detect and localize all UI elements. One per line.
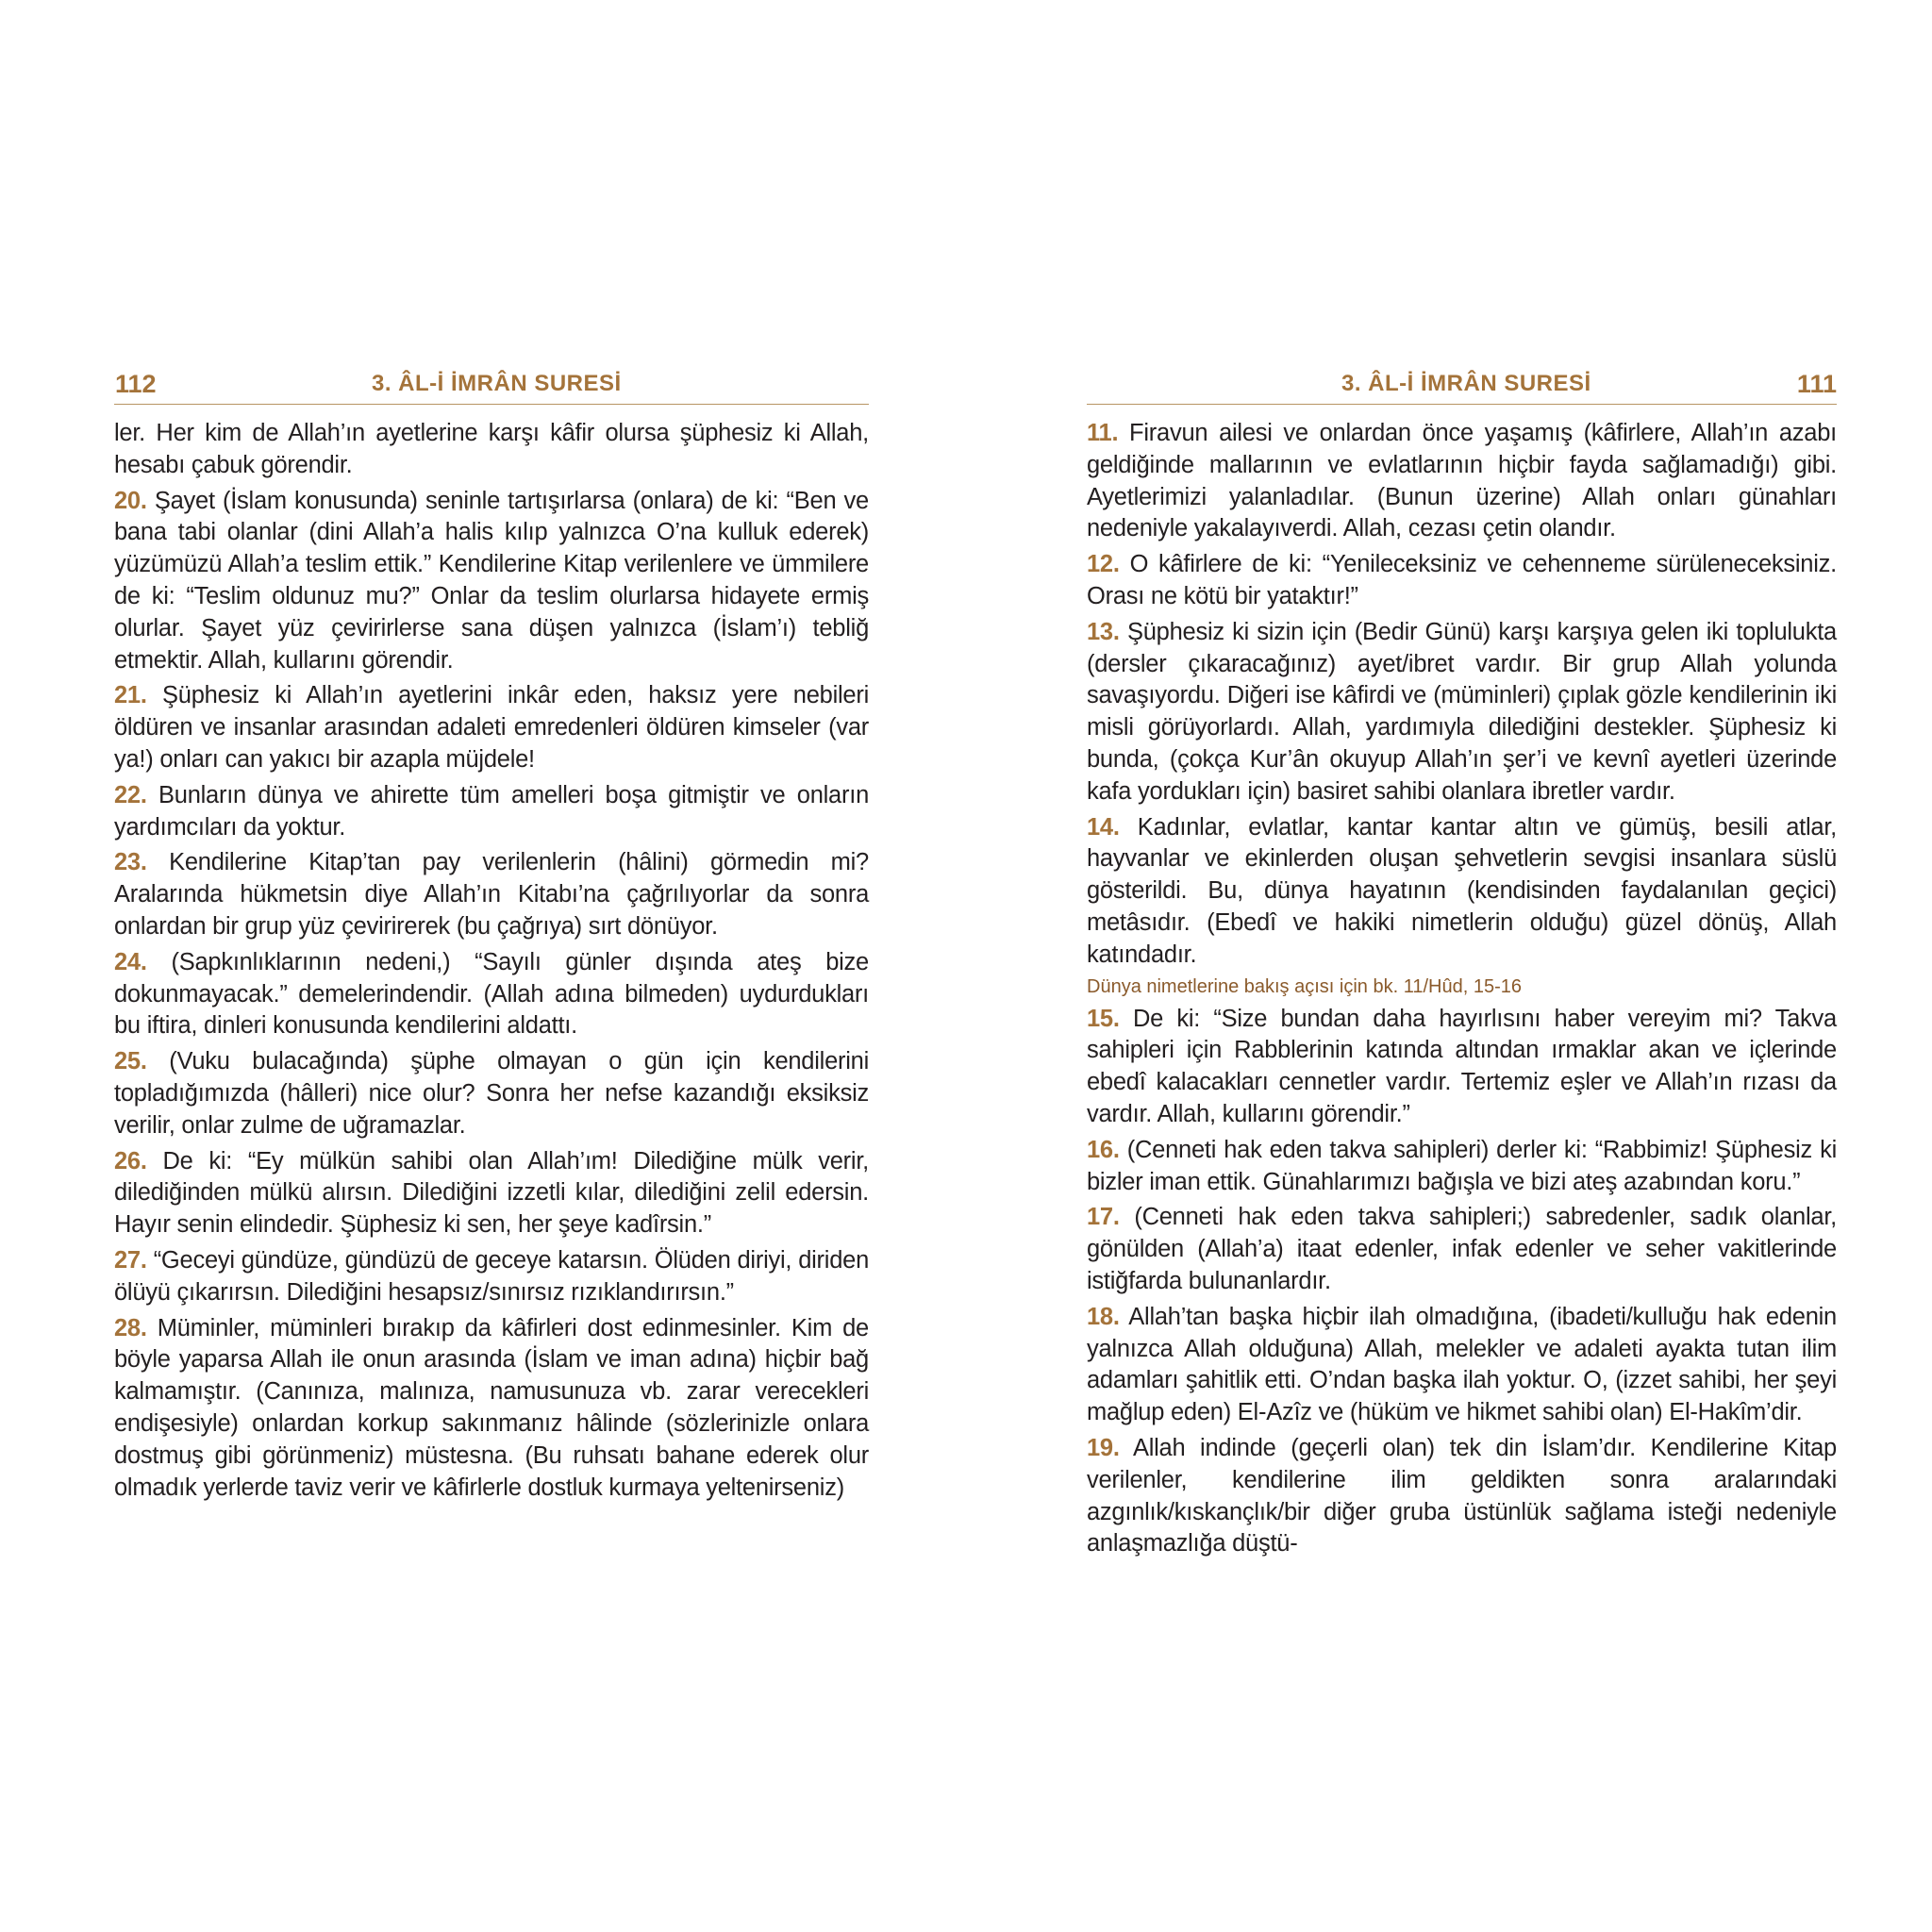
verse-number: 19. — [1087, 1434, 1120, 1461]
verse-text: Firavun ailesi ve onlardan önce yaşamış (kâfirlere, Allah’ın azabı geldiğinde mallarının ve evlatlarının hiçbir fayda sağlamadığı) gibi. Ayetlerimizi yalanladılar. (Bunun üzerine) Allah onları günahları nedeniyle yakalayıverdi. Allah, cezası çetin olandır. — [1087, 420, 1837, 542]
verse-list — [1087, 418, 1837, 1560]
verse — [1087, 1302, 1837, 1429]
page-header — [1087, 360, 1837, 405]
verse-text: De ki: “Size bundan daha hayırlısını haber vereyim mi? Takva sahipleri için Rabblerinin katında altından ırmaklar akan ve içlerinde ebedî kalacakları cennetler vardır. Tertemiz eşler ve Allah’ın rızası da vardır. Allah, kullarını görendir.” — [1087, 1005, 1837, 1127]
chapter-title: 3. ÂL-İ İMRÂN SURESİ — [372, 371, 622, 396]
verse-text: (Cenneti hak eden takva sahipleri) derler ki: “Rabbimiz! Şüphesiz ki bizler iman ettik. Günahlarımızı bağışla ve bizi ateş azabından koru.” — [1087, 1136, 1837, 1195]
verse-number: 28. — [114, 1314, 147, 1341]
verse-number: 18. — [1087, 1303, 1120, 1330]
verse — [114, 1046, 869, 1141]
verse — [1087, 812, 1837, 972]
verse — [114, 780, 869, 844]
verse-text: Allah indinde (geçerli olan) tek din İslam’dır. Kendilerine Kitap verilenler, kendilerine ilim geldikten sonra aralarındaki azgınlık/kıskançlık/bir diğer gruba üstünlük sağlama isteği nedeniyle anlaşmazlığa düştü- — [1087, 1434, 1837, 1557]
verse-text: Müminler, müminleri bırakıp da kâfirleri dost edinmesinler. Kim de böyle yaparsa Allah ile onun arasında (İslam ve iman adına) hiçbir bağ kalmamıştır. (Canınıza, malınıza, namusunuza vb. zarar verecekleri endişesiyle) onlardan korkup sakınmanız hâlinde (sözlerinizle onlara dostmuş gibi görünmeniz) müstesna. (Bu ruhsatı bahane ederek olur olmadık yerlerde taviz verir ve kâfirlerle dostluk kurmaya yeltenirseniz) — [114, 1314, 869, 1501]
verse-text: O kâfirlere de ki: “Yenileceksiniz ve cehenneme sürüleneceksiniz. Orası ne kötü bir yataktır!” — [1087, 551, 1837, 609]
verse-continuation — [114, 418, 869, 482]
footnote: Dünya nimetlerine bakış açısı için bk. 11/Hûd, 15-16 — [1087, 975, 1522, 997]
verse-text: ler. Her kim de Allah’ın ayetlerine karşı kâfir olursa şüphesiz ki Allah, hesabı çabuk görendir. — [114, 420, 869, 478]
verse-number: 26. — [114, 1147, 147, 1174]
verse-number: 12. — [1087, 551, 1120, 578]
verse — [1087, 1004, 1837, 1131]
verse — [114, 1245, 869, 1309]
verse-number: 14. — [1087, 813, 1120, 841]
verse — [1087, 1433, 1837, 1560]
verse-number: 22. — [114, 781, 147, 808]
verse — [114, 947, 869, 1042]
verse-number: 17. — [1087, 1204, 1120, 1231]
chapter-title: 3. ÂL-İ İMRÂN SURESİ — [1341, 371, 1591, 396]
verse-text: Kendilerine Kitap’tan pay verilenlerin (hâlini) görmedin mi? Aralarında hükmetsin diye Allah’ın Kitabı’na çağrılıyorlar da sonra onlardan bir grup yüz çevirirerek (bu çağrıya) sırt dönüyor. — [114, 849, 869, 940]
verse — [1087, 418, 1837, 545]
verse-number: 20. — [114, 487, 147, 514]
verse-number: 15. — [1087, 1005, 1120, 1032]
verse — [114, 847, 869, 942]
verse-number: 13. — [1087, 618, 1120, 645]
verse-text: De ki: “Ey mülkün sahibi olan Allah’ım! Dilediğine mülk verir, dilediğinden mülkü alırsın. Dilediğini izzetli kılar, dilediğini zelil edersin. Hayır senin elindedir. Şüphesiz ki sen, her şeye kadîrsin.” — [114, 1147, 869, 1239]
verse — [1087, 1202, 1837, 1297]
page-header — [114, 360, 869, 405]
verse-text: Şüphesiz ki Allah’ın ayetlerini inkâr eden, haksız yere nebileri öldüren ve insanlar arasından adaleti emredenleri öldüren kimseler (var ya!) onları can yakıcı bir azapla müjdele! — [114, 682, 869, 773]
verse — [114, 1146, 869, 1241]
right-page — [1087, 360, 1837, 1564]
verse — [1087, 1135, 1837, 1199]
verse — [1087, 549, 1837, 613]
verse-text: (Vuku bulacağında) şüphe olmayan o gün için kendilerini topladığımızda (hâlleri) nice olur? Sonra her nefse kazandığı eksiksiz verilir, onlar zulme de uğramazlar. — [114, 1048, 870, 1139]
verse-number: 11. — [1087, 420, 1119, 446]
verse-text: “Geceyi gündüze, gündüzü de geceye katarsın. Ölüden diriyi, diriden ölüyü çıkarırsın. Dilediğini hesapsız/sınırsız rızıklandırırsın.” — [114, 1246, 869, 1306]
verse — [114, 486, 869, 677]
verse-number: 16. — [1087, 1136, 1120, 1163]
verse-list — [114, 418, 869, 1504]
verse — [1087, 617, 1837, 808]
verse-text: Kadınlar, evlatlar, kantar kantar altın ve gümüş, besili atlar, hayvanlar ve ekinlerden oluşan şehvetlerin sevgisi insanlara süslü gösterildi. Bu, dünya hayatının (kendisinden faydalanılan geçici) metâsıdır. (Ebedî ve hakiki nimetlerin olduğu) güzel dönüş, Allah katındadır. — [1087, 813, 1837, 968]
verse-number: 23. — [114, 849, 147, 876]
page-number: 111 — [1796, 370, 1837, 398]
verse-text: Bunların dünya ve ahirette tüm amelleri boşa gitmiştir ve onların yardımcıları da yoktur. — [114, 781, 869, 841]
verse-text: (Cenneti hak eden takva sahipleri;) sabredenler, sadık olanlar, gönülden (Allah’a) itaat edenler, infak edenler ve seher vakitlerinde istiğfarda bulunanlardır. — [1087, 1204, 1837, 1294]
verse-number: 25. — [114, 1048, 147, 1075]
verse-number: 21. — [114, 682, 147, 709]
verse-text: Şüphesiz ki sizin için (Bedir Günü) karşı karşıya gelen iki toplulukta (dersler çıkaracağınız) ayet/ibret vardır. Bir grup Allah yolunda savaşıyordu. Diğeri ise kâfirdi ve (müminleri) çıplak gözle kendilerinin iki misli görüyorlardı. Allah, yardımıyla dilediğini destekler. Şüphesiz ki bunda, (çokça Kur’ân okuyup Allah’ın şer’i ve kevnî ayetleri üzerinde kafa yordukları için) basiret sahibi olanlara ibretler vardır. — [1087, 618, 1837, 805]
verse-number: 27. — [114, 1246, 147, 1274]
verse-text: (Sapkınlıklarının nedeni,) “Sayılı günler dışında ateş bize dokunmayacak.” demelerindendir. (Allah adına bilmeden) uydurdukları bu iftira, dinleri konusunda kendilerini aldattı. — [114, 948, 869, 1040]
verse-text: Şayet (İslam konusunda) seninle tartışırlarsa (onlara) de ki: “Ben ve bana tabi olanlar (dini Allah’a halis kılıp yalnızca O’na kulluk ederek) yüzümüzü Allah’a teslim ettik.” Kendilerine Kitap verilenlere ve ümmilere de ki: “Teslim oldunuz mu?” Onlar da teslim olurlarsa hidayete ermiş olurlar. Şayet yüz çevirirlerse sana düşen yalnızca (İslam’ı) tebliğ etmektir. Allah, kullarını görendir. — [114, 487, 869, 674]
verse-text: Allah’tan başka hiçbir ilah olmadığına, (ibadeti/kulluğu hak edenin yalnızca Allah olduğuna) Allah, melekler ve adaleti ayakta tutan ilim adamları şahitlik etti. O’ndan başka ilah yoktur. O, (izzet sahibi, her şeyi mağlup eden) El-Azîz ve (hüküm ve hikmet sahibi olan) El-Hakîm’dir. — [1087, 1303, 1837, 1426]
left-page — [114, 360, 869, 1507]
verse — [114, 1313, 869, 1505]
verse-number: 24. — [114, 948, 147, 975]
verse — [114, 680, 869, 775]
page-number: 112 — [115, 370, 157, 398]
